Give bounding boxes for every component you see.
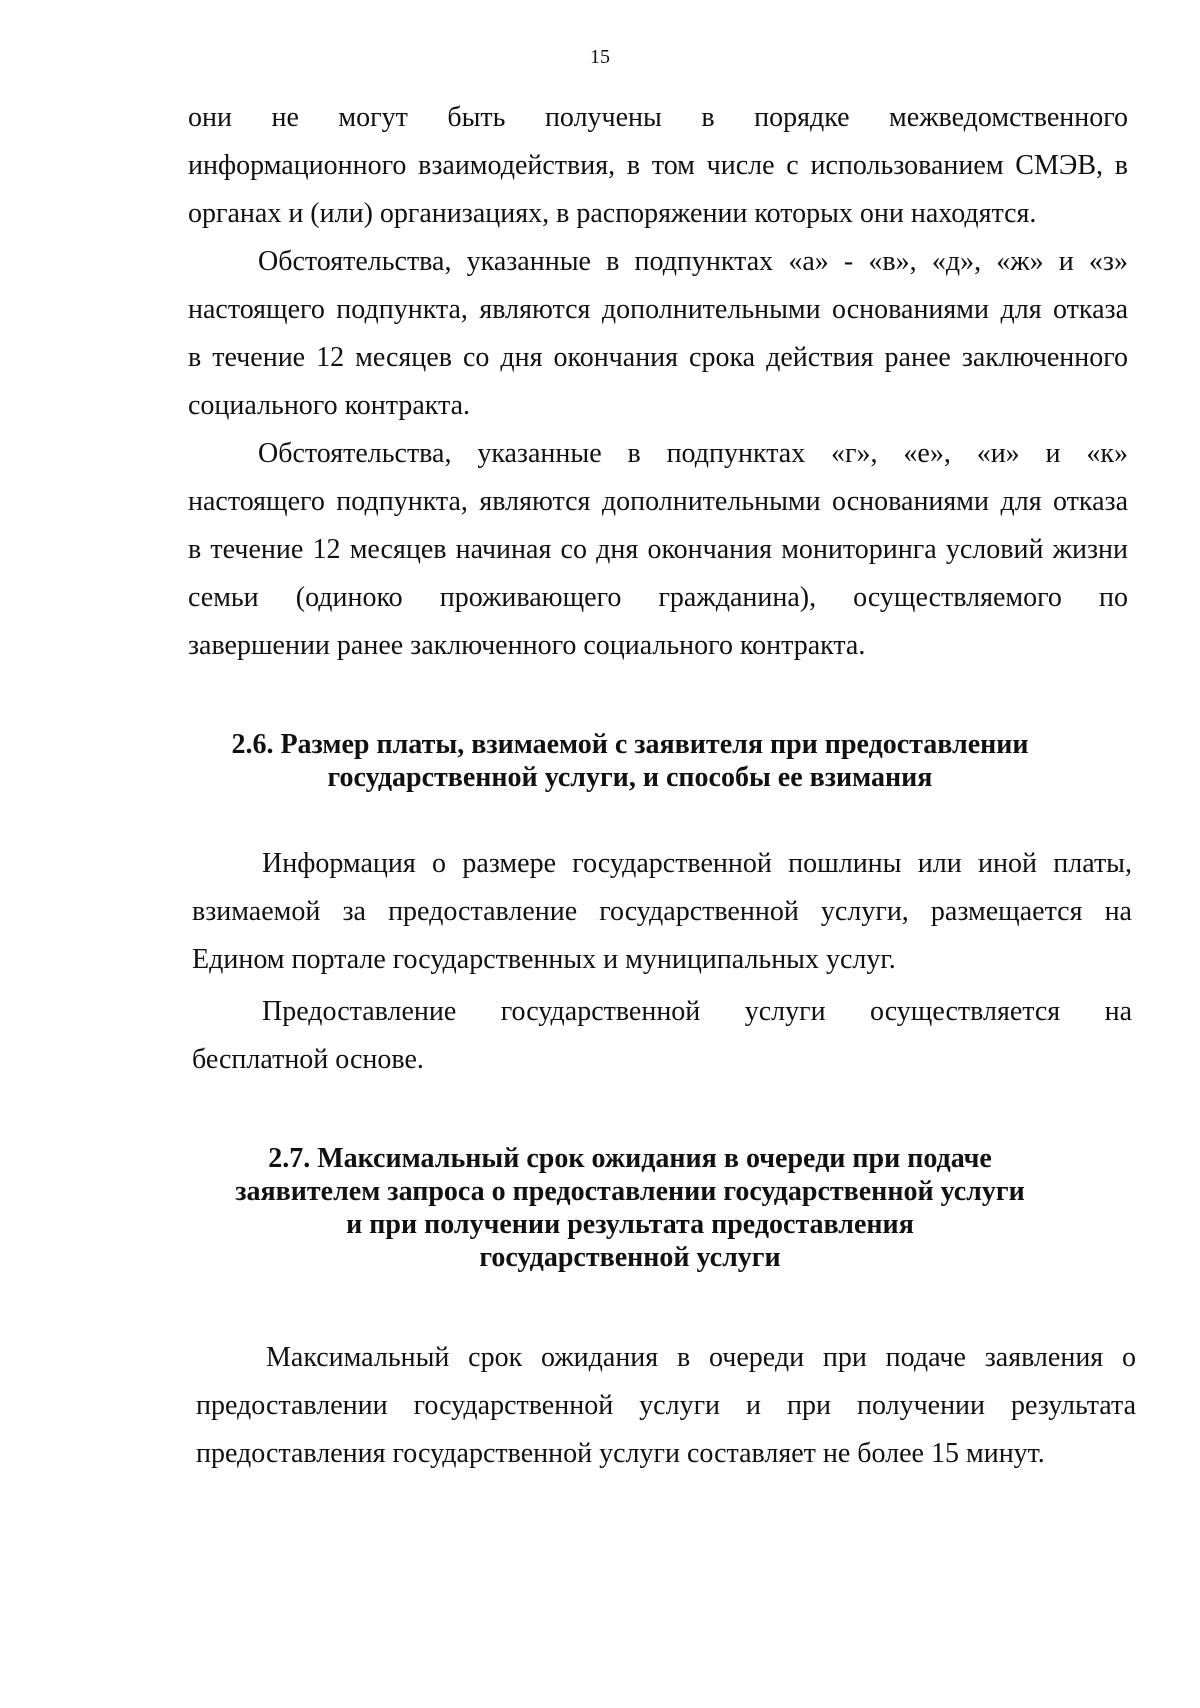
- paragraph-max-wait: [196, 1334, 1136, 1478]
- paragraph-line: Обстоятельства, указанные в подпунктах «г», «е», «и» и «к»: [258, 438, 1128, 469]
- paragraph-circumstances-2: [188, 430, 1128, 670]
- heading-line: заявителем запроса о предоставлении государственной услуги: [235, 1176, 1025, 1207]
- paragraph-line: предоставления государственной услуги составляет не более 15 минут.: [196, 1438, 1045, 1469]
- heading-line: государственной услуги, и способы ее взимания: [327, 762, 933, 793]
- paragraph-line: органах и (или) организациях, в распоряжении которых они находятся.: [188, 198, 1037, 229]
- paragraph-line: социального контракта.: [188, 390, 470, 421]
- page-number: 15: [590, 46, 610, 68]
- paragraph-line: настоящего подпункта, являются дополнительными основаниями для отказа: [188, 486, 1128, 517]
- paragraph-line: Едином портале государственных и муниципальных услуг.: [192, 944, 896, 975]
- paragraph-line: информационного взаимодействия, в том числе с использованием СМЭВ, в: [188, 150, 1128, 181]
- paragraph-line: в течение 12 месяцев со дня окончания срока действия ранее заключенного: [188, 342, 1128, 373]
- paragraph-line: Информация о размере государственной пошлины или иной платы,: [262, 848, 1132, 879]
- paragraph-line: Предоставление государственной услуги осуществляется на: [262, 996, 1132, 1027]
- heading-line: и при получении результата предоставления: [346, 1209, 914, 1240]
- section-heading-2-7: [0, 1142, 1200, 1274]
- paragraph-line: предоставлении государственной услуги и при получении результата: [196, 1390, 1136, 1421]
- paragraph-line: в течение 12 месяцев начиная со дня окончания мониторинга условий жизни: [188, 534, 1128, 565]
- paragraph-line: они не могут быть получены в порядке межведомственного: [188, 102, 1128, 133]
- section-heading-2-6: [0, 728, 1200, 794]
- paragraph-line: бесплатной основе.: [192, 1044, 424, 1075]
- paragraph-line: настоящего подпункта, являются дополнительными основаниями для отказа: [188, 294, 1128, 325]
- paragraph-line: Максимальный срок ожидания в очереди при подаче заявления о: [266, 1342, 1136, 1373]
- paragraph-fee-info: [192, 840, 1132, 984]
- paragraph-line: семьи (одиноко проживающего гражданина), осуществляемого по: [188, 582, 1128, 613]
- paragraph-line: завершении ранее заключенного социального контракта.: [188, 630, 866, 661]
- heading-line: 2.7. Максимальный срок ожидания в очереди при подаче: [268, 1143, 992, 1174]
- paragraph-line: Обстоятельства, указанные в подпунктах «а» - «в», «д», «ж» и «з»: [258, 246, 1128, 277]
- heading-line: 2.6. Размер платы, взимаемой с заявителя при предоставлении: [231, 729, 1029, 760]
- paragraph-continuation: [188, 94, 1128, 238]
- paragraph-free-service: [192, 988, 1132, 1084]
- paragraph-line: взимаемой за предоставление государственной услуги, размещается на: [192, 896, 1132, 927]
- heading-line: государственной услуги: [479, 1242, 781, 1273]
- paragraph-circumstances-1: [188, 238, 1128, 430]
